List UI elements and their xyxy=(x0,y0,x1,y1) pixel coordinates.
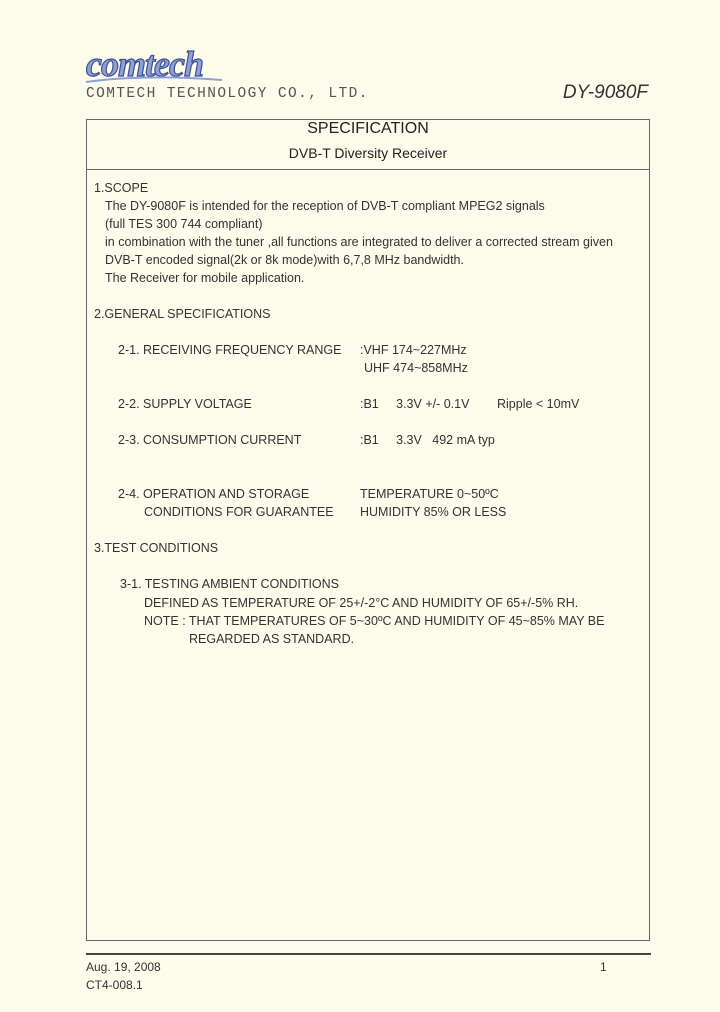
current-label: 2-3. CONSUMPTION CURRENT xyxy=(118,433,302,447)
operation-label: 2-4. OPERATION AND STORAGE xyxy=(118,487,310,501)
title-divider xyxy=(86,169,650,170)
scope-line: The Receiver for mobile application. xyxy=(105,271,305,285)
footer-date: Aug. 19, 2008 xyxy=(86,960,161,974)
current-value: :B1 3.3V 492 mA typ xyxy=(360,433,495,447)
test-line: REGARDED AS STANDARD. xyxy=(189,632,355,646)
voltage-value: :B1 3.3V +/- 0.1V xyxy=(360,397,470,411)
test-line: DEFINED AS TEMPERATURE OF 25+/-2°C AND HUMIDITY OF 65+/-5% RH. xyxy=(144,596,579,610)
document-code: CT4-008.1 xyxy=(86,978,143,992)
test-heading: 3.TEST CONDITIONS xyxy=(94,541,219,555)
logo-text: comtech xyxy=(86,44,203,84)
company-name: COMTECH TECHNOLOGY CO., LTD. xyxy=(86,86,369,102)
model-number: DY-9080F xyxy=(562,82,648,103)
comtech-logo xyxy=(84,38,224,88)
page-number: 1 xyxy=(600,960,607,974)
operation-temperature: TEMPERATURE 0~50ºC xyxy=(360,487,499,501)
page-title: SPECIFICATION xyxy=(307,120,429,137)
freq-label: 2-1. RECEIVING FREQUENCY RANGE xyxy=(118,343,342,357)
scope-line: DVB-T encoded signal(2k or 8k mode)with 6,7,8 MHz bandwidth. xyxy=(105,253,464,267)
scope-line: The DY-9080F is intended for the reception of DVB-T compliant MPEG2 signals xyxy=(105,199,545,213)
scope-line: (full TES 300 744 compliant) xyxy=(105,217,263,231)
page-subtitle: DVB-T Diversity Receiver xyxy=(288,145,448,161)
operation-label-cont: CONDITIONS FOR GUARANTEE xyxy=(144,505,334,519)
test-line: NOTE : THAT TEMPERATURES OF 5~30ºC AND HUMIDITY OF 45~85% MAY BE xyxy=(144,614,605,628)
freq-value-uhf: UHF 474~858MHz xyxy=(364,361,468,375)
voltage-label: 2-2. SUPPLY VOLTAGE xyxy=(118,397,252,411)
scope-heading: 1.SCOPE xyxy=(94,181,149,195)
general-heading: 2.GENERAL SPECIFICATIONS xyxy=(94,307,271,321)
scope-line: in combination with the tuner ,all functions are integrated to deliver a corrected stream given xyxy=(105,235,613,249)
freq-value-vhf: :VHF 174~227MHz xyxy=(360,343,467,357)
operation-humidity: HUMIDITY 85% OR LESS xyxy=(360,505,507,519)
test-subheading: 3-1. TESTING AMBIENT CONDITIONS xyxy=(120,577,340,591)
footer-divider xyxy=(86,953,651,955)
voltage-ripple: Ripple < 10mV xyxy=(497,397,580,411)
